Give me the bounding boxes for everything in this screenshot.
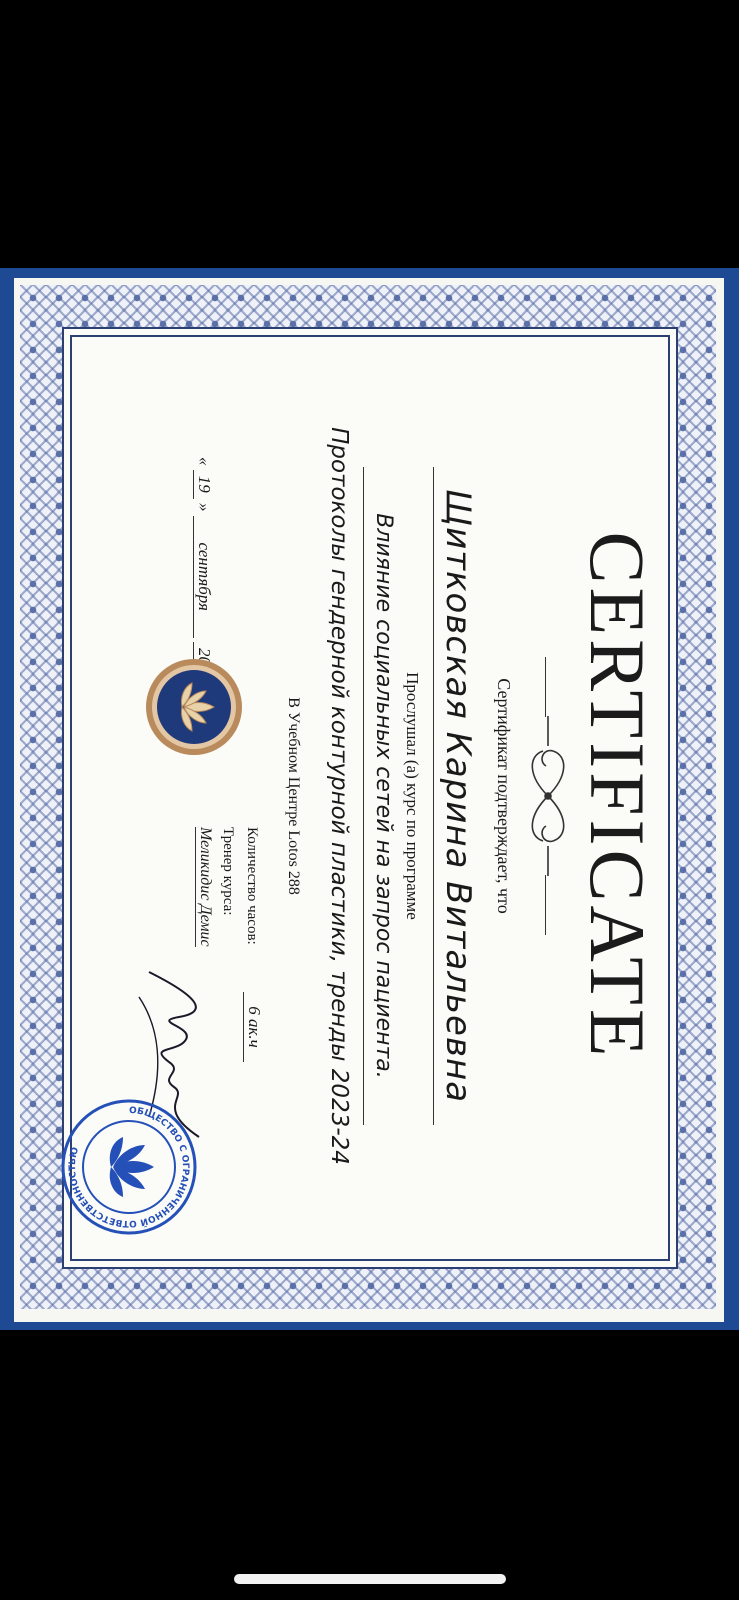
recipient-name: Щитковская Карина Витальевна bbox=[438, 488, 478, 1104]
hours-value: 6 ак.ч bbox=[243, 992, 264, 1062]
date-close-quote: » bbox=[195, 503, 214, 512]
completed-course-text: Прослушал (а) курс по программе bbox=[403, 672, 422, 920]
confirms-text: Сертификат подтверждает, что bbox=[494, 678, 514, 914]
topic-underline bbox=[363, 467, 364, 1125]
lotus-medal-icon bbox=[144, 657, 244, 757]
course-title: Протоколы гендерной контурной пластики, тренды 2023-24 bbox=[326, 427, 352, 1165]
certificate-title: CERTIFICATE bbox=[574, 531, 661, 1061]
hours-label: Количество часов: bbox=[244, 827, 260, 945]
date-open-quote: « bbox=[195, 457, 214, 466]
date-day: 19 bbox=[193, 470, 214, 499]
trainer-label: Тренер курса: bbox=[220, 827, 236, 916]
trainer-name: Меликидис Демис bbox=[197, 827, 214, 947]
certificate-content bbox=[62, 327, 674, 1265]
training-center: В Учебном Центре Lotos 288 bbox=[285, 697, 302, 895]
stamp-text: ОБЩЕСТВО С ОГРАНИЧЕННОЙ ОТВЕТСТВЕННОСТЬЮ bbox=[67, 1105, 191, 1229]
title-rule-right bbox=[545, 875, 546, 935]
company-stamp-icon bbox=[59, 1097, 199, 1237]
home-indicator[interactable] bbox=[234, 1574, 506, 1584]
issue-date bbox=[193, 457, 214, 688]
course-topic: Влияние социальных сетей на запрос пациента. bbox=[371, 513, 396, 1079]
name-underline bbox=[433, 467, 434, 1125]
date-month: сентября bbox=[193, 516, 214, 638]
flourish-ornament-icon bbox=[518, 696, 578, 896]
